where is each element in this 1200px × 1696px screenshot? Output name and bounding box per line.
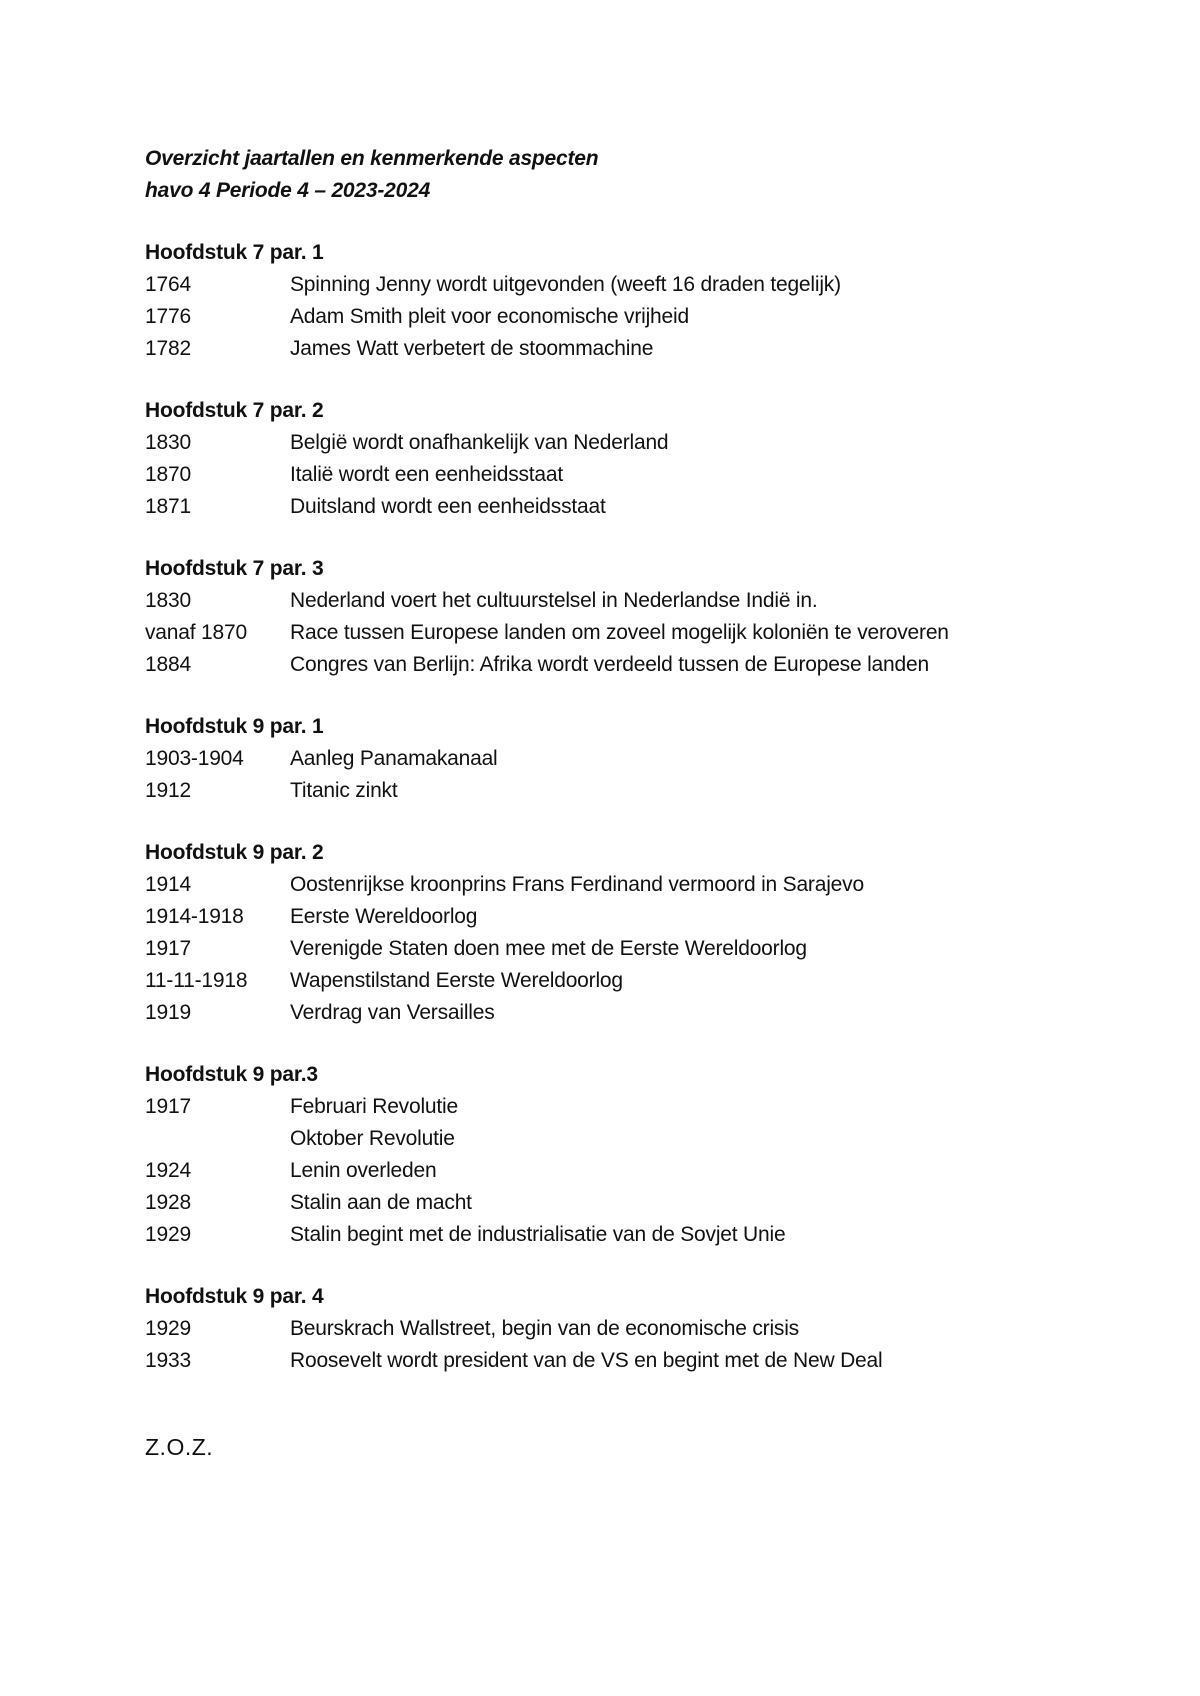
document-subtitle: havo 4 Periode 4 – 2023-2024 <box>145 179 431 202</box>
row-event: Oostenrijkse kroonprins Frans Ferdinand vermoord in Sarajevo <box>290 873 864 896</box>
row-event: Adam Smith pleit voor economische vrijheid <box>290 305 689 328</box>
row-year: 1782 <box>145 337 191 360</box>
timeline-row <box>145 333 1065 365</box>
sections-container <box>145 237 1065 1377</box>
timeline-row <box>145 997 1065 1029</box>
turn-over-note: Z.O.Z. <box>145 1434 214 1460</box>
section <box>145 711 1065 807</box>
row-event: Roosevelt wordt president van de VS en begint met de New Deal <box>290 1349 883 1372</box>
timeline-row <box>145 617 1065 649</box>
row-year: 1871 <box>145 495 191 518</box>
section-heading: Hoofdstuk 7 par. 2 <box>145 399 324 422</box>
row-event: Oktober Revolutie <box>290 1127 455 1150</box>
timeline-row <box>145 459 1065 491</box>
row-year: 1884 <box>145 653 191 676</box>
timeline-row <box>145 1187 1065 1219</box>
timeline-row <box>145 901 1065 933</box>
row-year <box>145 1123 290 1155</box>
timeline-row <box>145 869 1065 901</box>
timeline-row <box>145 1345 1065 1377</box>
row-event: James Watt verbetert de stoommachine <box>290 337 654 360</box>
section-heading: Hoofdstuk 9 par. 2 <box>145 841 324 864</box>
section <box>145 1059 1065 1251</box>
row-year: 1830 <box>145 589 191 612</box>
row-year: 1924 <box>145 1159 191 1182</box>
row-event: Wapenstilstand Eerste Wereldoorlog <box>290 969 623 992</box>
section-heading: Hoofdstuk 9 par. 4 <box>145 1285 324 1308</box>
row-year: 1830 <box>145 431 191 454</box>
timeline-row <box>145 427 1065 459</box>
timeline-row <box>145 1123 1065 1155</box>
row-event: Verdrag van Versailles <box>290 1001 495 1024</box>
timeline-row <box>145 269 1065 301</box>
row-year: 1929 <box>145 1317 191 1340</box>
row-event: Lenin overleden <box>290 1159 437 1182</box>
timeline-row <box>145 585 1065 617</box>
row-event: Eerste Wereldoorlog <box>290 905 478 928</box>
row-year: 1764 <box>145 273 191 296</box>
row-year: 1929 <box>145 1223 191 1246</box>
timeline-row <box>145 301 1065 333</box>
row-event: Titanic zinkt <box>290 779 398 802</box>
row-event: Verenigde Staten doen mee met de Eerste Wereldoorlog <box>290 937 807 960</box>
timeline-row <box>145 775 1065 807</box>
row-year: 1917 <box>145 937 191 960</box>
timeline-row <box>145 649 1065 681</box>
timeline-row <box>145 1155 1065 1187</box>
timeline-row <box>145 933 1065 965</box>
row-year: 1919 <box>145 1001 191 1024</box>
row-year: 1912 <box>145 779 191 802</box>
row-event: Nederland voert het cultuurstelsel in Nederlandse Indië in. <box>290 589 818 612</box>
row-event: Stalin begint met de industrialisatie van de Sovjet Unie <box>290 1223 786 1246</box>
row-year: 1933 <box>145 1349 191 1372</box>
row-event: Duitsland wordt een eenheidsstaat <box>290 495 606 518</box>
row-year: 1776 <box>145 305 191 328</box>
row-event: Spinning Jenny wordt uitgevonden (weeft 16 draden tegelijk) <box>290 273 841 296</box>
document-page <box>145 143 1065 1463</box>
section <box>145 237 1065 365</box>
section-heading: Hoofdstuk 9 par.3 <box>145 1063 318 1086</box>
row-year: 1914 <box>145 873 191 896</box>
section <box>145 837 1065 1029</box>
section-heading: Hoofdstuk 9 par. 1 <box>145 715 324 738</box>
row-year: 11-11-1918 <box>145 969 248 992</box>
timeline-row <box>145 743 1065 775</box>
section <box>145 1281 1065 1377</box>
row-year: 1917 <box>145 1095 191 1118</box>
row-year: 1903-1904 <box>145 747 244 770</box>
section <box>145 553 1065 681</box>
row-event: Congres van Berlijn: Afrika wordt verdeeld tussen de Europese landen <box>290 653 929 676</box>
row-year: 1928 <box>145 1191 191 1214</box>
row-event: België wordt onafhankelijk van Nederland <box>290 431 669 454</box>
section-heading: Hoofdstuk 7 par. 3 <box>145 557 324 580</box>
row-event: Race tussen Europese landen om zoveel mogelijk koloniën te veroveren <box>290 621 949 644</box>
section-heading: Hoofdstuk 7 par. 1 <box>145 241 324 264</box>
row-event: Februari Revolutie <box>290 1095 458 1118</box>
timeline-row <box>145 1091 1065 1123</box>
timeline-row <box>145 965 1065 997</box>
row-event: Beurskrach Wallstreet, begin van de economische crisis <box>290 1317 799 1340</box>
timeline-row <box>145 1219 1065 1251</box>
timeline-row <box>145 491 1065 523</box>
timeline-row <box>145 1313 1065 1345</box>
row-event: Aanleg Panamakanaal <box>290 747 498 770</box>
section <box>145 395 1065 523</box>
row-year: vanaf 1870 <box>145 621 247 644</box>
row-year: 1870 <box>145 463 191 486</box>
row-event: Stalin aan de macht <box>290 1191 472 1214</box>
document-title: Overzicht jaartallen en kenmerkende aspecten <box>145 147 599 170</box>
row-event: Italië wordt een eenheidsstaat <box>290 463 564 486</box>
row-year: 1914-1918 <box>145 905 244 928</box>
